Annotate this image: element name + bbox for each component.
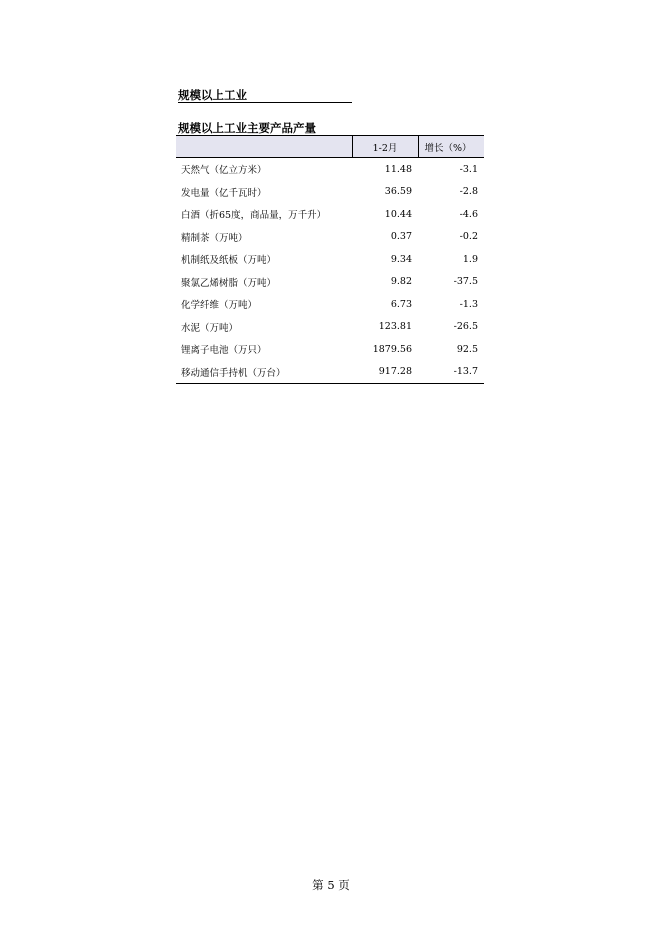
row-output-value: 0.37 — [390, 231, 412, 243]
row-product-name: 锂离子电池（万只） — [181, 345, 267, 357]
row-output-value: 10.44 — [384, 208, 412, 220]
row-growth-value: -2.8 — [459, 186, 478, 198]
table-header-row — [176, 136, 484, 158]
row-output-value: 917.28 — [352, 361, 418, 384]
row-output-value: 36.59 — [384, 186, 412, 198]
table-title: 规模以上工业主要产品产量 — [178, 121, 316, 135]
header-growth: 增长（%） — [418, 136, 484, 158]
row-output-value: 9.34 — [390, 253, 412, 265]
row-growth-value: -37.5 — [453, 276, 478, 288]
table-row — [176, 361, 484, 384]
page-number: 第 5 页 — [312, 878, 350, 892]
row-product-name: 聚氯乙烯树脂（万吨） — [181, 277, 277, 289]
row-output-value: 123.81 — [378, 321, 412, 333]
header-period: 1-2月 — [352, 136, 418, 158]
row-growth-value: -26.5 — [453, 321, 478, 333]
row-growth-value: 1.9 — [462, 253, 478, 265]
row-output-value: 1879.56 — [372, 343, 412, 355]
table-row — [176, 181, 484, 204]
row-product-name: 水泥（万吨） — [181, 322, 239, 334]
row-output-value: 9.82 — [390, 276, 412, 288]
row-growth-value: -4.6 — [459, 208, 478, 220]
product-output-table — [176, 135, 484, 384]
row-growth-value: -3.1 — [459, 163, 478, 175]
row-product-name: 精制茶（万吨） — [181, 232, 248, 244]
row-product-name: 移动通信手持机（万台） — [176, 361, 352, 384]
table-row — [176, 203, 484, 226]
row-growth-value: -13.7 — [418, 361, 484, 384]
header-product — [176, 136, 352, 158]
row-output-value: 6.73 — [390, 298, 412, 310]
row-product-name: 白酒（折65度，商品量，万千升） — [181, 210, 327, 222]
row-growth-value: -1.3 — [459, 298, 478, 310]
row-product-name: 机制纸及纸板（万吨） — [181, 255, 277, 267]
table-row — [176, 293, 484, 316]
table-row — [176, 316, 484, 339]
row-product-name: 发电量（亿千瓦时） — [181, 187, 267, 199]
table-row — [176, 248, 484, 271]
row-output-value: 11.48 — [384, 163, 412, 175]
table-row — [176, 158, 484, 181]
section-title: 规模以上工业 — [178, 88, 352, 103]
row-growth-value: 92.5 — [456, 343, 478, 355]
row-growth-value: -0.2 — [459, 231, 478, 243]
table-row — [176, 271, 484, 294]
table-row — [176, 226, 484, 249]
table-row — [176, 338, 484, 361]
row-product-name: 化学纤维（万吨） — [181, 300, 258, 312]
row-product-name: 天然气（亿立方米） — [181, 165, 267, 177]
